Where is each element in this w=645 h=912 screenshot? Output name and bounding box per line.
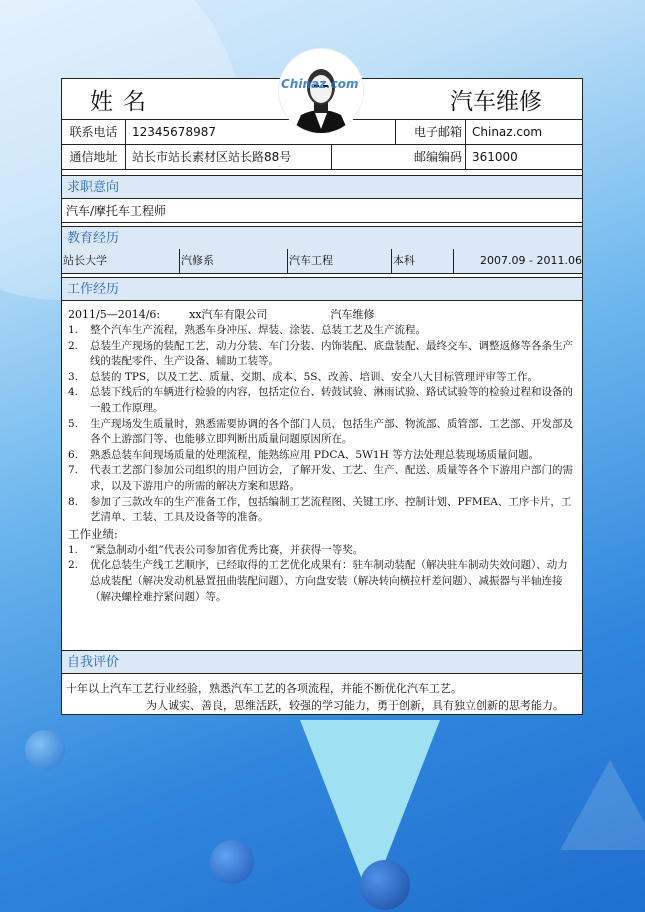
- name-label: 姓名: [90, 89, 156, 115]
- duty-text: 总装生产现场的装配工艺，动力分装、车门分装、内饰装配、底盘装配、最终交车、调整返修等各条生产线的装配零件、生产设备、辅助工装等。: [90, 339, 573, 368]
- zip-label: 邮编编码: [332, 145, 466, 169]
- avatar: [278, 48, 364, 134]
- portrait-icon: [279, 49, 363, 133]
- self-eval-body: [62, 675, 582, 716]
- duty-item: [68, 339, 576, 370]
- avatar-watermark: Chinaz.com: [281, 77, 359, 91]
- duty-item: [68, 448, 576, 464]
- achievements-heading: 工作业绩:: [68, 526, 118, 541]
- duty-text: 参加了三款改车的生产准备工作，包括编制工艺流程图、关键工序、控制计划、PFMEA、工序卡片，工艺清单、工装、工具及设备等的准备。: [90, 495, 572, 524]
- address-value: 站长市站长素材区站长路88号: [126, 145, 332, 169]
- edu-degree: 本科: [392, 249, 454, 273]
- email-value: Chinaz.com: [472, 125, 543, 139]
- duty-text: 熟悉总装车间现场质量的处理流程，能熟练应用 PDCA、5W1H 等方法处理总装现场质量问题。: [90, 448, 540, 461]
- achievement-text: “紧急制动小组”代表公司参加省优秀比赛，并获得一等奖。: [90, 543, 364, 556]
- duty-text: 代表工艺部门参加公司组织的用户回访会，了解开发、工艺、生产、配送、质量等各个下游用户部门的需求，以及下游用户的所需的解决方案和思路。: [90, 464, 573, 492]
- education-heading: 教育经历: [62, 226, 582, 250]
- bg-orb: [210, 840, 254, 884]
- contact-row-2: [62, 145, 582, 170]
- duty-item: [68, 463, 576, 494]
- duty-number: 6.: [68, 448, 79, 461]
- bg-triangle: [560, 760, 645, 850]
- duty-number: 5.: [68, 417, 79, 430]
- achievement-item: [68, 558, 576, 605]
- work-position: 汽车维修: [330, 308, 375, 321]
- duty-number: 8.: [68, 495, 79, 508]
- work-body: [62, 301, 582, 647]
- work-header-line: [68, 307, 576, 323]
- achievement-text: 优化总装生产线工艺顺序，已经取得的工艺优化成果有：驻车制动装配（解决驻车制动失效问题）、动力总成装配（解决发动机悬置扭曲装配问题）、方向盘安装（解决转向横拉杆差问题）、减振器与半轴连接（解决螺栓难拧紧问题）等。: [90, 559, 568, 603]
- edu-major: 汽车工程: [288, 249, 392, 273]
- work-company: xx汽车有限公司: [189, 308, 268, 321]
- duty-item: [68, 323, 576, 339]
- phone-value: 12345678987: [126, 120, 396, 144]
- duty-number: 2.: [68, 339, 79, 352]
- achievement-item: [68, 543, 576, 559]
- self-eval-line-1: 十年以上汽车工艺行业经验，熟悉汽车工艺的各项流程，并能不断优化汽车工艺。: [66, 682, 462, 695]
- zip-value: 361000: [472, 150, 518, 164]
- edu-department: 汽修系: [180, 249, 288, 273]
- job-title: 汽车维修: [450, 89, 542, 115]
- duty-item: [68, 495, 576, 526]
- work-period: 2011/5—2014/6:: [68, 308, 161, 321]
- edu-period: 2007.09 - 2011.06: [480, 254, 582, 267]
- edu-school: 站长大学: [62, 249, 180, 273]
- self-eval-line-2: 为人诚实、善良，思维活跃，较强的学习能力，勇于创新，具有独立创新的思考能力。: [146, 699, 564, 712]
- duty-text: 生产现场发生质量时，熟悉需要协调的各个部门人员，包括生产部、物流部、质管部、工艺部、开发部及各个上游部门等、也能够立即判断出质量问题原因所在。: [90, 417, 573, 446]
- objective-text: 汽车/摩托车工程师: [62, 199, 582, 223]
- education-row: [62, 249, 582, 274]
- achievement-number: 1.: [68, 543, 79, 556]
- duty-item: [68, 385, 576, 416]
- resume-sheet: [61, 78, 583, 715]
- work-heading: 工作经历: [62, 277, 582, 301]
- duty-text: 总装的 TPS，以及工艺、质量、交期、成本、5S、改善、培训、安全八大目标管理评审等工作。: [90, 370, 538, 383]
- duty-item: [68, 417, 576, 448]
- self-eval-heading: 自我评价: [62, 650, 582, 674]
- duty-text: 总装下线后的车辆进行检验的内容，包括定位台、转鼓试验、淋雨试验、路试试验等的检验过程和设备的一般工作原理。: [90, 386, 573, 414]
- duty-number: 1.: [68, 324, 79, 336]
- duty-number: 3.: [68, 370, 79, 383]
- address-label: 通信地址: [62, 145, 126, 169]
- phone-label: 联系电话: [62, 120, 126, 144]
- objective-heading: 求职意向: [62, 175, 582, 199]
- duty-text: 整个汽车生产流程，熟悉车身冲压、焊装、涂装、总装工艺及生产流程。: [90, 324, 426, 336]
- duty-number: 7.: [68, 464, 79, 477]
- bg-orb: [360, 860, 410, 910]
- duties-list: [68, 323, 576, 526]
- bg-orb: [25, 730, 65, 770]
- achievement-number: 2.: [68, 559, 79, 572]
- duty-number: 4.: [68, 386, 79, 399]
- duty-item: [68, 370, 576, 386]
- achievements-list: [68, 543, 576, 605]
- email-label: 电子邮箱: [396, 120, 466, 144]
